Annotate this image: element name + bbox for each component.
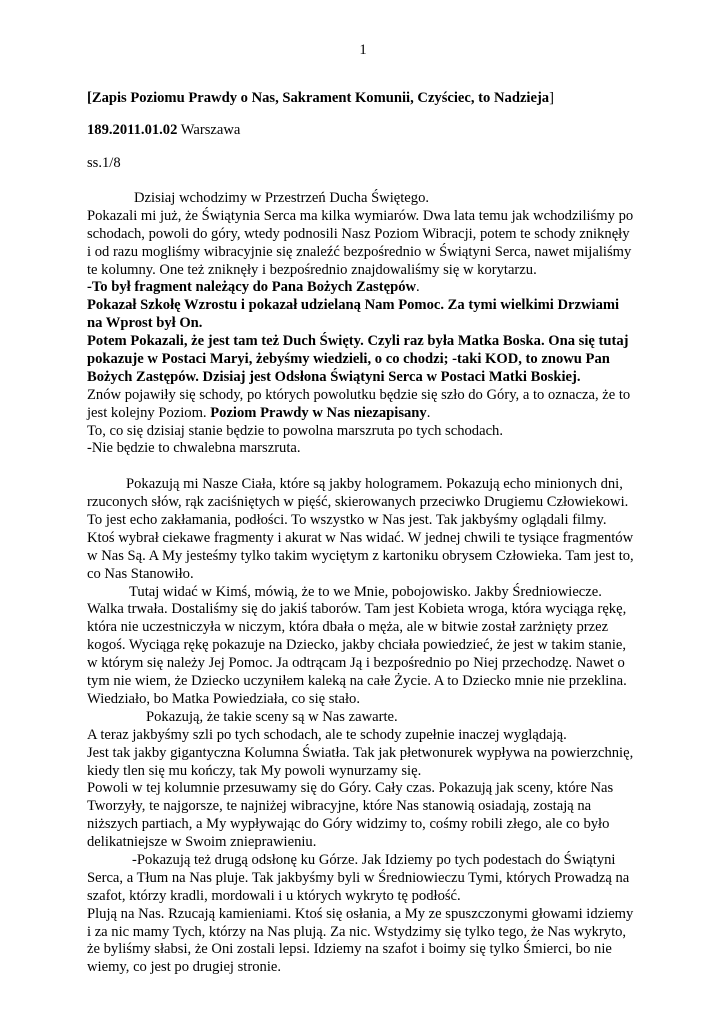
text-run: kogoś. Wyciąga rękę pokazuje na Dziecko, jakby chciała powiedzieć, że jest w takim stanie, bbox=[87, 637, 627, 654]
text-line bbox=[87, 691, 647, 709]
text-run: To, co się dzisiaj stanie będzie to powolna marszruta po tych schodach. bbox=[87, 422, 503, 439]
text-run: . bbox=[416, 279, 420, 296]
text-line bbox=[87, 405, 647, 423]
text-run: -Pokazują też drugą odsłonę ku Górze. Jak Idziemy po tych podestach do Świątyni bbox=[132, 851, 616, 868]
text-line bbox=[87, 530, 647, 548]
text-line bbox=[87, 941, 647, 959]
paragraph-spacer bbox=[87, 458, 647, 476]
document-title bbox=[87, 90, 554, 108]
bold-text: Potem Pokazali, że jest tam też Duch Święty. Czyli raz była Matka Boska. Ona się tutaj bbox=[87, 333, 629, 350]
title-bracket: ] bbox=[549, 90, 554, 106]
record-number: 189.2011.01.02 bbox=[87, 122, 178, 138]
text-run: . bbox=[426, 404, 431, 421]
text-line bbox=[87, 906, 647, 924]
title-text: [Zapis Poziomu Prawdy o Nas, Sakrament Komunii, Czyściec, to Nadzieja bbox=[87, 90, 550, 106]
dateline bbox=[87, 122, 240, 140]
text-run: schodach, powoli do góry, wtedy podnosili Nasz Poziom Wibracji, potem te schody zniknęły bbox=[87, 225, 630, 242]
text-line bbox=[87, 226, 647, 244]
text-run: i za nic mamy Tych, którzy na Nas plują. Za nic. Wstydzimy się tylko tego, że Nas wykryto, bbox=[87, 923, 627, 940]
text-run: rzuconych słów, rąk zaciśniętych w pięść, skierowanych przeciwko Drugiemu Człowiekowi. bbox=[87, 494, 629, 511]
text-line bbox=[87, 852, 647, 870]
text-line bbox=[87, 494, 647, 512]
page-number: 1 bbox=[359, 42, 367, 58]
text-run: Tutaj widać w Kimś, mówią, że to we Mnie, pobojowisko. Jakby Średniowiecze. bbox=[129, 583, 602, 600]
text-run: te kolumny. One też zniknęły i bezpośrednio znajdowaliśmy się w korytarzu. bbox=[87, 261, 537, 278]
text-run: Jest tak jakby gigantyczna Kolumna Światła. Tak jak płetwonurek wypływa na powierzchnię, bbox=[87, 744, 634, 761]
text-run: To jest echo zakłamania, podłości. To wszystko w Nas jest. Tak jakbyśmy oglądali filmy. bbox=[87, 512, 607, 529]
text-line bbox=[87, 780, 647, 798]
text-line bbox=[87, 619, 647, 637]
bold-text: Poziom Prawdy w Nas niezapisany bbox=[210, 404, 427, 421]
text-run: że byliśmy słabsi, że Oni zostali lepsi. Idziemy na szafot i boimy się tylko Śmierci, bo nie bbox=[87, 941, 612, 958]
text-line bbox=[87, 924, 647, 942]
text-line bbox=[87, 834, 647, 852]
text-run: Ktoś wybrał ciekawe fragmenty i akurat w Nas widać. W jednej chwili te tysiące fragmentów bbox=[87, 529, 634, 546]
text-line bbox=[87, 440, 647, 458]
text-run: Plują na Nas. Rzucają kamieniami. Ktoś się osłania, a My ze spuszczonymi głowami idziemy bbox=[87, 905, 634, 922]
text-line bbox=[87, 369, 647, 387]
text-run: szafot, którzy kradli, mordowali i u których wykryto tę podłość. bbox=[87, 887, 461, 904]
text-line bbox=[87, 745, 647, 763]
text-run: Walka trwała. Dostaliśmy się do jakiś taborów. Tam jest Kobieta wroga, która wyciąga rękę, bbox=[87, 601, 627, 618]
text-line bbox=[87, 709, 647, 727]
text-line bbox=[87, 351, 647, 369]
bold-text: na Wprost był On. bbox=[87, 315, 203, 332]
text-line bbox=[87, 512, 647, 530]
text-run: -Nie będzie to chwalebna marszruta. bbox=[87, 440, 301, 457]
text-run: Pokazują, że takie sceny są w Nas zawarte. bbox=[146, 708, 398, 725]
text-line bbox=[87, 816, 647, 834]
text-line bbox=[87, 244, 647, 262]
text-run: jest kolejny Poziom. bbox=[87, 404, 211, 421]
text-line bbox=[87, 208, 647, 226]
text-run: Powoli w tej kolumnie przesuwamy się do Góry. Cały czas. Pokazują jak sceny, które Nas bbox=[87, 780, 614, 797]
text-line bbox=[87, 763, 647, 781]
text-run: delikatniejsze w Swoim znieprawieniu. bbox=[87, 834, 317, 851]
text-run: tym nie wiem, że Dziecko uczyniłem kaleką na całe Życie. A to Dziecko mnie nie przeklina. bbox=[87, 673, 627, 690]
bold-text: -To był fragment należący do Pana Bożych Zastępów bbox=[87, 279, 417, 296]
text-line bbox=[87, 959, 647, 977]
text-run: Tworzyły, te najgorsze, te najniżej wibracyjne, które Nas stanowią osiadają, zostają na bbox=[87, 798, 592, 815]
text-run: w Nas Są. A My jesteśmy tylko takim wyciętym z kartoniku obrysem Człowieka. Tam jest to, bbox=[87, 547, 634, 564]
text-line bbox=[87, 333, 647, 351]
text-run: która nie uczestniczyła w niczym, która dbała o męża, ale w bitwie został zarżnięty przez bbox=[87, 619, 609, 636]
text-run: niższych partiach, a My wypływając do Góry widzimy to, cośmy robili złego, ale co było bbox=[87, 816, 610, 833]
text-run: A teraz jakbyśmy szli po tych schodach, ale te schody zupełnie inaczej wyglądają. bbox=[87, 726, 567, 743]
text-line bbox=[87, 673, 647, 691]
text-line bbox=[87, 566, 647, 584]
text-line bbox=[87, 279, 647, 297]
bold-text: Pokazał Szkołę Wzrostu i pokazał udzielaną Nam Pomoc. Za tymi wielkimi Drzwiami bbox=[87, 297, 620, 314]
text-line bbox=[87, 476, 647, 494]
bold-text: Bożych Zastępów. Dzisiaj jest Odsłona Świątyni Serca w Postaci Matki Boskiej. bbox=[87, 368, 581, 385]
text-line bbox=[87, 727, 647, 745]
text-line bbox=[87, 262, 647, 280]
text-run: Pokazali mi już, że Świątynia Serca ma kilka wymiarów. Dwa lata temu jak wchodziliśmy po bbox=[87, 207, 634, 224]
text-run: Wiedziało, bo Matka Powiedziała, co się stało. bbox=[87, 690, 360, 707]
text-run: co Nas Stanowiło. bbox=[87, 565, 194, 582]
text-line bbox=[87, 637, 647, 655]
text-line bbox=[87, 297, 647, 315]
text-line bbox=[87, 601, 647, 619]
text-line bbox=[87, 548, 647, 566]
text-line bbox=[87, 584, 647, 602]
place-name: Warszawa bbox=[177, 122, 241, 138]
text-line bbox=[87, 655, 647, 673]
text-run: wiemy, co jest po drugiej stronie. bbox=[87, 959, 282, 976]
text-run: kiedy tlen się mu kończy, tak My powoli wynurzamy się. bbox=[87, 762, 422, 779]
text-line bbox=[87, 798, 647, 816]
text-run: Pokazują mi Nasze Ciała, które są jakby hologramem. Pokazują echo minionych dni, bbox=[126, 476, 623, 493]
text-line bbox=[87, 423, 647, 441]
text-line bbox=[87, 888, 647, 906]
document-body bbox=[87, 190, 647, 977]
text-run: Serca, a Tłum na Nas pluje. Tak jakbyśmy byli w Średniowieczu Tymi, których Prowadzą na bbox=[87, 869, 630, 886]
text-line bbox=[87, 315, 647, 333]
text-line bbox=[87, 870, 647, 888]
text-line bbox=[87, 190, 647, 208]
text-run: i od razu mogliśmy wibracyjnie się znaleźć bezpośrednio w Świątyni Serca, nawet mijaliśmy bbox=[87, 243, 632, 260]
text-line bbox=[87, 387, 647, 405]
bold-text: pokazuje w Postaci Maryi, żebyśmy wiedzieli, o co chodzi; -taki KOD, to znowu Pan bbox=[87, 351, 610, 368]
text-run: Znów pojawiły się schody, po których powolutku będzie się szło do Góry, a to oznacza, że to bbox=[87, 386, 631, 403]
text-run: Dzisiaj wchodzimy w Przestrzeń Ducha Świętego. bbox=[134, 190, 430, 206]
text-run: w którym się należy Jej Pomoc. Ja odtrącam Ją i bezpośrednio po Niej przechodzę. Nawet o bbox=[87, 655, 625, 672]
page-range: ss.1/8 bbox=[87, 155, 121, 171]
